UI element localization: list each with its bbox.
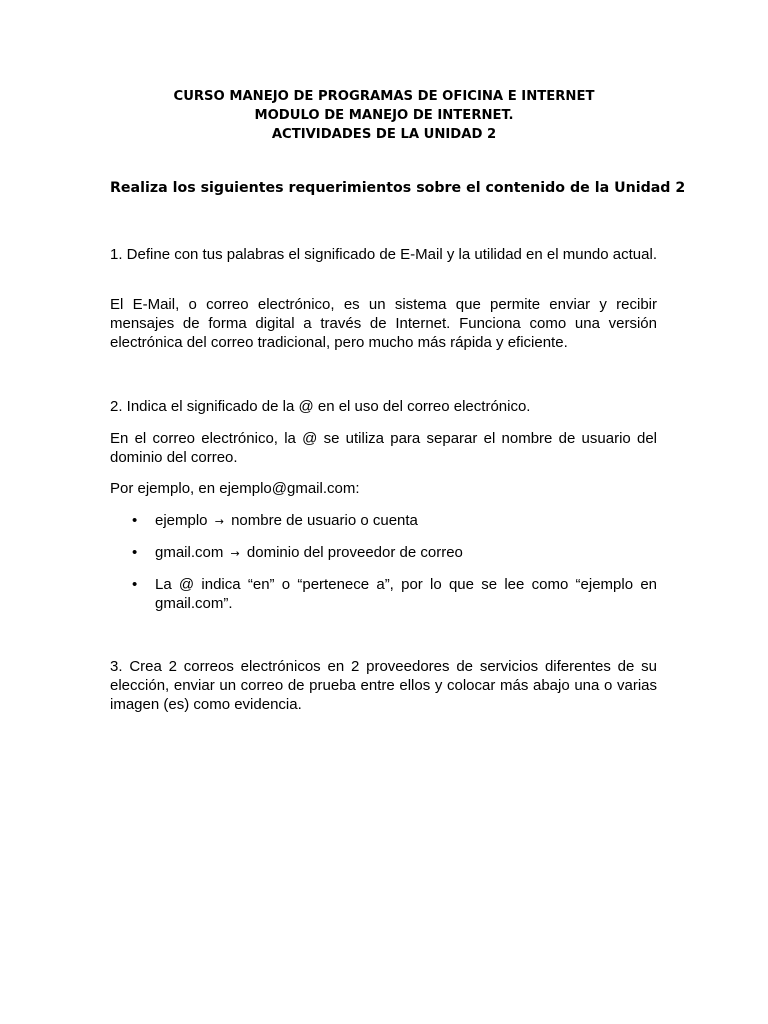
answer-2: En el correo electrónico, la @ se utiliza para separar el nombre de usuario del dominio del correo. [110, 430, 657, 466]
bullet-term: gmail.com [155, 544, 224, 561]
example-bullet-list [110, 511, 657, 625]
question-3: 3. Crea 2 correos electrónicos en 2 proveedores de servicios diferentes de su elección, enviar un correo de prueba entre ellos y colocar más abajo una o varias imagen (es) como evidencia. [110, 658, 657, 713]
right-arrow-icon: → [230, 547, 240, 560]
question-1: 1. Define con tus palabras el significado de E-Mail y la utilidad en el mundo actual. [110, 246, 657, 263]
course-title: CURSO MANEJO DE PROGRAMAS DE OFICINA E INTERNET [173, 89, 595, 104]
list-item [110, 511, 657, 531]
answer-1: El E-Mail, o correo electrónico, es un sistema que permite enviar y recibir mensajes de forma digital a través de Internet. Funciona como una versión electrónica del correo tradicional, pero mucho más rápida y eficiente. [110, 296, 657, 351]
bullet-icon: • [132, 576, 138, 593]
unit-title: ACTIVIDADES DE LA UNIDAD 2 [271, 127, 497, 142]
bullet-icon: • [132, 544, 138, 561]
list-item [110, 543, 657, 563]
question-2: 2. Indica el significado de la @ en el uso del correo electrónico. [110, 398, 531, 415]
bullet-desc: nombre de usuario o cuenta [231, 512, 418, 529]
document-header [110, 87, 658, 144]
right-arrow-icon: → [214, 515, 224, 528]
instructions-heading: Realiza los siguientes requerimientos sobre el contenido de la Unidad 2 [110, 180, 686, 196]
bullet-text: La @ indica “en” o “pertenece a”, por lo que se lee como “ejemplo en gmail.com”. [155, 576, 657, 612]
list-item [110, 575, 657, 613]
example-intro: Por ejemplo, en ejemplo@gmail.com: [110, 480, 360, 497]
bullet-term: ejemplo [155, 512, 208, 529]
module-title: MODULO DE MANEJO DE INTERNET. [254, 108, 514, 123]
bullet-desc: dominio del proveedor de correo [246, 544, 463, 561]
bullet-icon: • [132, 512, 138, 529]
